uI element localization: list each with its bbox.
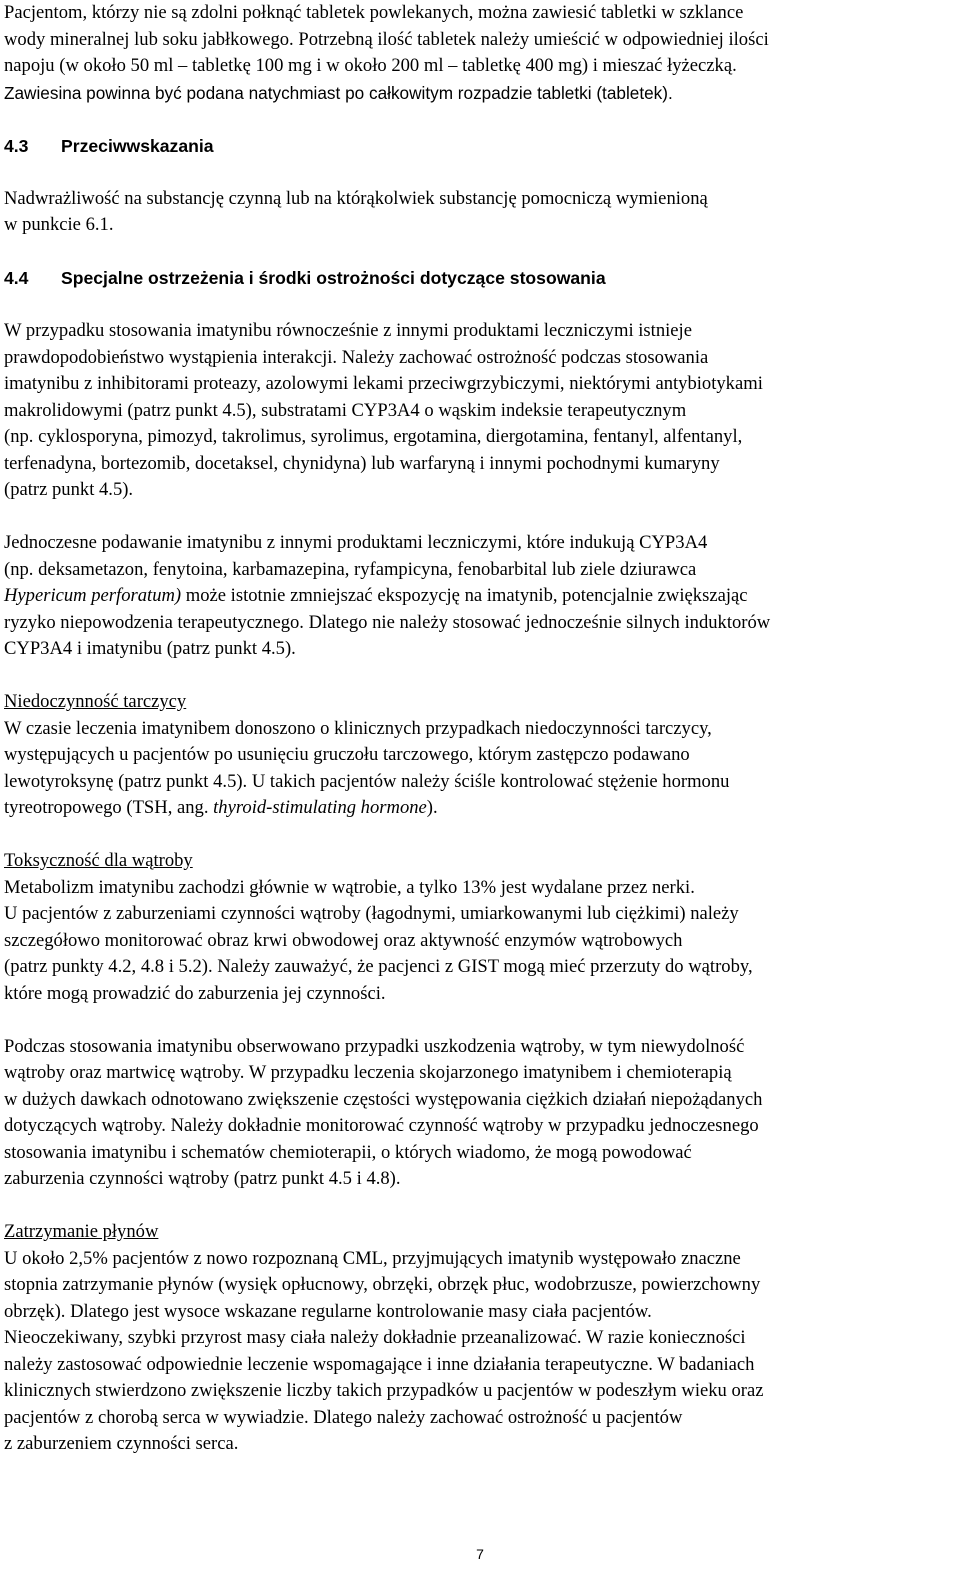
paragraph-line: klinicznych stwierdzono zwiększenie liczby takich przypadków u pacjentów w podeszłym wieku oraz <box>4 1380 764 1401</box>
section-number: 4.4 <box>4 268 29 288</box>
interactions-paragraph <box>4 318 956 504</box>
english-term: thyroid-stimulating hormone <box>213 797 427 818</box>
paragraph-line: szczegółowo monitorować obraz krwi obwodowej oraz aktywność enzymów wątrobowych <box>4 929 683 951</box>
paragraph-line: terfenadyna, bortezomib, docetaksel, chynidyna) lub warfaryną i innymi pochodnymi kumaryny <box>4 452 720 474</box>
section-title: Specjalne ostrzeżenia i środki ostrożności dotyczące stosowania <box>61 268 606 288</box>
page-number: 7 <box>476 1546 484 1562</box>
paragraph-line: Hypericum perforatum) może istotnie zmniejszać ekspozycję na imatynib, potencjalnie zwiększając <box>4 585 748 606</box>
paragraph-line: obrzęk). Dlatego jest wysoce wskazane regularne kontrolowanie masy ciała pacjentów. <box>4 1300 652 1322</box>
paragraph-line: ryzyko niepowodzenia terapeutycznego. Dlatego nie należy stosować jednocześnie silnych induktorów <box>4 611 771 633</box>
paragraph-line: (np. deksametazon, fenytoina, karbamazepina, ryfampicyna, fenobarbital lub ziele dziurawca <box>4 558 697 580</box>
section-heading-4-3 <box>4 133 956 160</box>
paragraph-line: W czasie leczenia imatynibem donoszono o klinicznych przypadkach niedoczynności tarczycy, <box>4 717 712 739</box>
paragraph-line: Metabolizm imatynibu zachodzi głównie w wątrobie, a tylko 13% jest wydalane przez nerki. <box>4 876 695 898</box>
paragraph-line: Jednoczesne podawanie imatynibu z innymi produktami leczniczymi, które indukują CYP3A4 <box>4 532 708 553</box>
intro-line: wody mineralnej lub soku jabłkowego. Potrzebną ilość tabletek należy umieścić w odpowiedniej ilości <box>4 28 769 50</box>
subheading-hepatotoxicity: Toksyczność dla wątroby <box>4 850 193 871</box>
paragraph-line: (np. cyklosporyna, pimozyd, takrolimus, syrolimus, ergotamina, diergotamina, fentanyl, alfentanyl, <box>4 426 743 447</box>
paragraph-line: U pacjentów z zaburzeniami czynności wątroby (łagodnymi, umiarkowanymi lub ciężkimi) należy <box>4 903 739 924</box>
subheading-fluid-retention: Zatrzymanie płynów <box>4 1221 159 1242</box>
paragraph-line: Nieoczekiwany, szybki przyrost masy ciała należy dokładnie przeanalizować. W razie konieczności <box>4 1327 746 1348</box>
paragraph-line: dotyczących wątroby. Należy dokładnie monitorować czynność wątroby w przypadku jednoczesnego <box>4 1115 759 1136</box>
paragraph-line: (patrz punkt 4.5). <box>4 479 134 500</box>
contraindications-paragraph <box>4 186 956 239</box>
paragraph-line: Podczas stosowania imatynibu obserwowano przypadki uszkodzenia wątroby, w tym niewydolność <box>4 1035 745 1057</box>
paragraph-line: W przypadku stosowania imatynibu równocześnie z innymi produktami leczniczymi istnieje <box>4 320 692 341</box>
paragraph-line: w dużych dawkach odnotowano zwiększenie częstości występowania ciężkich działań niepożądanych <box>4 1088 763 1110</box>
section-title: Przeciwwskazania <box>61 135 214 156</box>
paragraph-line: wątroby oraz martwicę wątroby. W przypadku leczenia skojarzonego imatynibem i chemioterapią <box>4 1062 732 1083</box>
paragraph-line: tyreotropowego (TSH, ang. thyroid-stimulating hormone). <box>4 797 438 818</box>
paragraph-line: makrolidowymi (patrz punkt 4.5), substratami CYP3A4 o wąskim indeksie terapeutycznym <box>4 399 687 421</box>
latin-name: Hypericum perforatum) <box>4 585 182 606</box>
cyp3a4-inducers-paragraph <box>4 530 956 663</box>
paragraph-line: (patrz punkty 4.2, 4.8 i 5.2). Należy zauważyć, że pacjenci z GIST mogą mieć przerzuty do wątroby, <box>4 956 753 977</box>
paragraph-line: CYP3A4 i imatynibu (patrz punkt 4.5). <box>4 638 296 659</box>
hypothyroidism-paragraph <box>4 716 956 822</box>
paragraph-line: lewotyroksynę (patrz punkt 4.5). U takich pacjentów należy ściśle kontrolować stężenie hormonu <box>4 770 730 792</box>
subheading-hypothyroidism: Niedoczynność tarczycy <box>4 691 187 712</box>
paragraph-line: imatynibu z inhibitorami proteazy, azolowymi lekami przeciwgrzybiczymi, niektórymi antybiotykami <box>4 373 763 394</box>
fluid-retention-paragraph <box>4 1246 956 1458</box>
paragraph-line: z zaburzeniem czynności serca. <box>4 1433 239 1454</box>
document-page <box>4 0 956 1458</box>
paragraph-line: stopnia zatrzymanie płynów (wysięk opłucnowy, obrzęki, obrzęk płuc, wodobrzusze, powierzchowny <box>4 1274 761 1295</box>
intro-line: Pacjentom, którzy nie są zdolni połknąć tabletek powlekanych, można zawiesić tabletki w szklance <box>4 2 744 23</box>
paragraph-line: zaburzenia czynności wątroby (patrz punkt 4.5 i 4.8). <box>4 1168 401 1189</box>
intro-paragraph <box>4 0 956 106</box>
paragraph-line: które mogą prowadzić do zaburzenia jej czynności. <box>4 982 386 1004</box>
paragraph-line: występujących u pacjentów po usunięciu gruczołu tarczowego, którym zastępczo podawano <box>4 744 690 765</box>
hepatotoxicity-paragraph <box>4 875 956 1008</box>
paragraph-line: prawdopodobieństwo wystąpienia interakcji. Należy zachować ostrożność podczas stosowania <box>4 346 709 368</box>
paragraph-line: w punkcie 6.1. <box>4 214 114 235</box>
section-number: 4.3 <box>4 135 29 156</box>
intro-line: napoju (w około 50 ml – tabletkę 100 mg i w około 200 ml – tabletkę 400 mg) i mieszać łyżeczką. <box>4 55 737 76</box>
paragraph-line: U około 2,5% pacjentów z nowo rozpoznaną CML, przyjmujących imatynib występowało znaczne <box>4 1247 741 1269</box>
intro-line: Zawiesina powinna być podana natychmiast po całkowitym rozpadzie tabletki (tabletek). <box>4 82 673 103</box>
paragraph-line: Nadwrażliwość na substancję czynną lub na którąkolwiek substancję pomocniczą wymienioną <box>4 187 708 209</box>
section-heading-4-4 <box>4 265 956 292</box>
paragraph-line: należy zastosować odpowiednie leczenie wspomagające i inne działania terapeutyczne. W badaniach <box>4 1353 755 1375</box>
paragraph-line: pacjentów z chorobą serca w wywiadzie. Dlatego należy zachować ostrożność u pacjentów <box>4 1406 683 1428</box>
paragraph-line: stosowania imatynibu i schematów chemioterapii, o których wiadomo, że mogą powodować <box>4 1141 692 1163</box>
liver-injury-paragraph <box>4 1034 956 1193</box>
